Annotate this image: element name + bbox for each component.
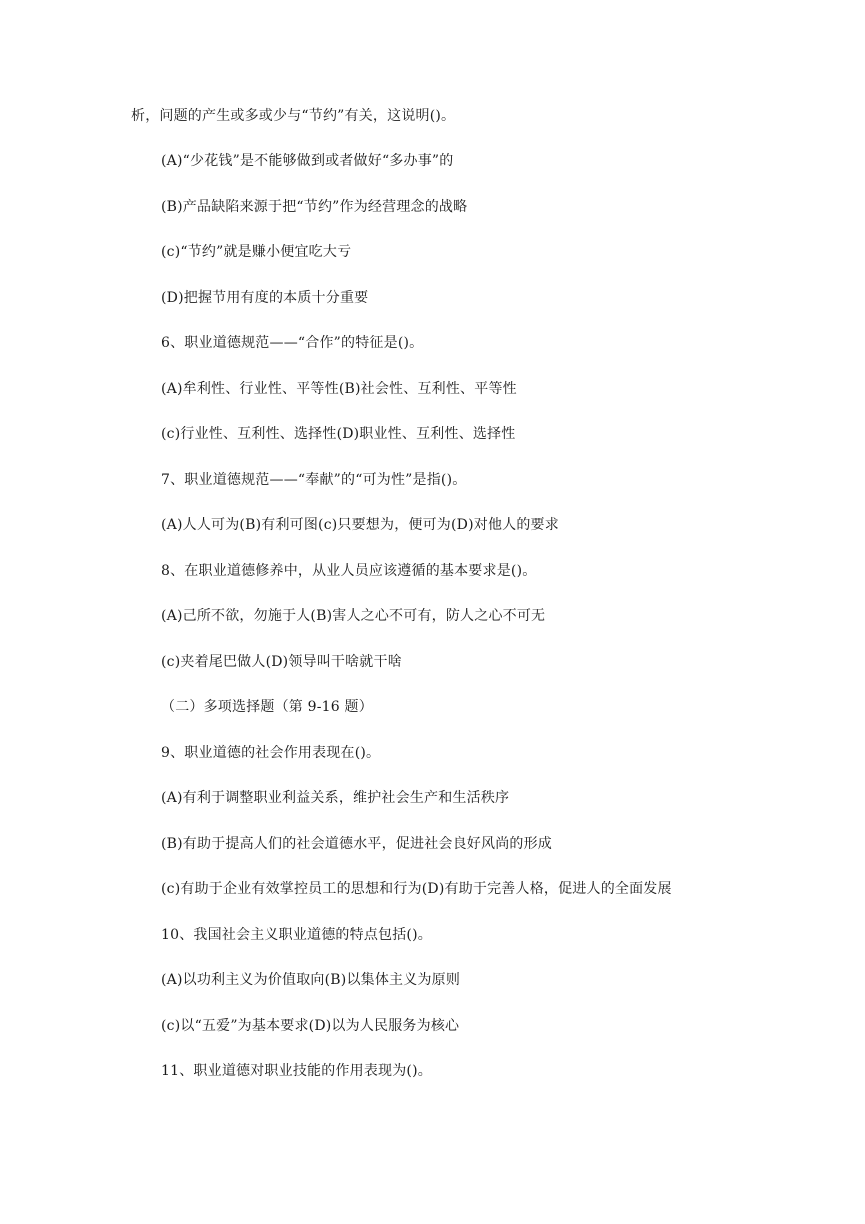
option-line: (A)有利于调整职业利益关系，维护社会生产和生活秩序 (161, 790, 510, 806)
option-line: (A)“少花钱”是不能够做到或者做好“多办事”的 (161, 153, 454, 169)
question-line: 10、我国社会主义职业道德的特点包括()。 (161, 927, 432, 943)
option-line: (A)以功利主义为价值取向(B)以集体主义为原则 (161, 972, 461, 988)
question-line: 11、职业道德对职业技能的作用表现为()。 (161, 1063, 432, 1079)
option-line: (A)人人可为(B)有利可图(c)只要想为，便可为(D)对他人的要求 (161, 517, 559, 533)
option-line: (D)把握节用有度的本质十分重要 (161, 290, 369, 306)
question-line: 7、职业道德规范——“奉献”的“可为性”是指()。 (161, 472, 467, 488)
option-line: (c)“节约”就是赚小便宜吃大亏 (161, 244, 352, 260)
option-line: (B)产品缺陷来源于把“节约”作为经营理念的战略 (161, 199, 468, 215)
question-line: 9、职业道德的社会作用表现在()。 (161, 745, 381, 761)
option-line: (A)己所不欲，勿施于人(B)害人之心不可有，防人之心不可无 (161, 608, 546, 624)
option-line: (c)有助于企业有效掌控员工的思想和行为(D)有助于完善人格，促进人的全面发展 (161, 881, 672, 897)
option-line: (c)以“五爱”为基本要求(D)以为人民服务为核心 (161, 1018, 460, 1034)
text-line-continuation: 析，问题的产生或多或少与“节约”有关，这说明()。 (131, 108, 456, 124)
option-line: (c)夹着尾巴做人(D)领导叫干啥就干啥 (161, 654, 402, 670)
section-heading: （二）多项选择题（第 9-16 题） (161, 699, 373, 715)
question-line: 8、在职业道德修养中，从业人员应该遵循的基本要求是()。 (161, 563, 537, 579)
option-line: (B)有助于提高人们的社会道德水平，促进社会良好风尚的形成 (161, 836, 553, 852)
option-line: (A)牟利性、行业性、平等性(B)社会性、互利性、平等性 (161, 381, 517, 397)
option-line: (c)行业性、互利性、选择性(D)职业性、互利性、选择性 (161, 426, 516, 442)
question-line: 6、职业道德规范——“合作”的特征是()。 (161, 335, 424, 351)
